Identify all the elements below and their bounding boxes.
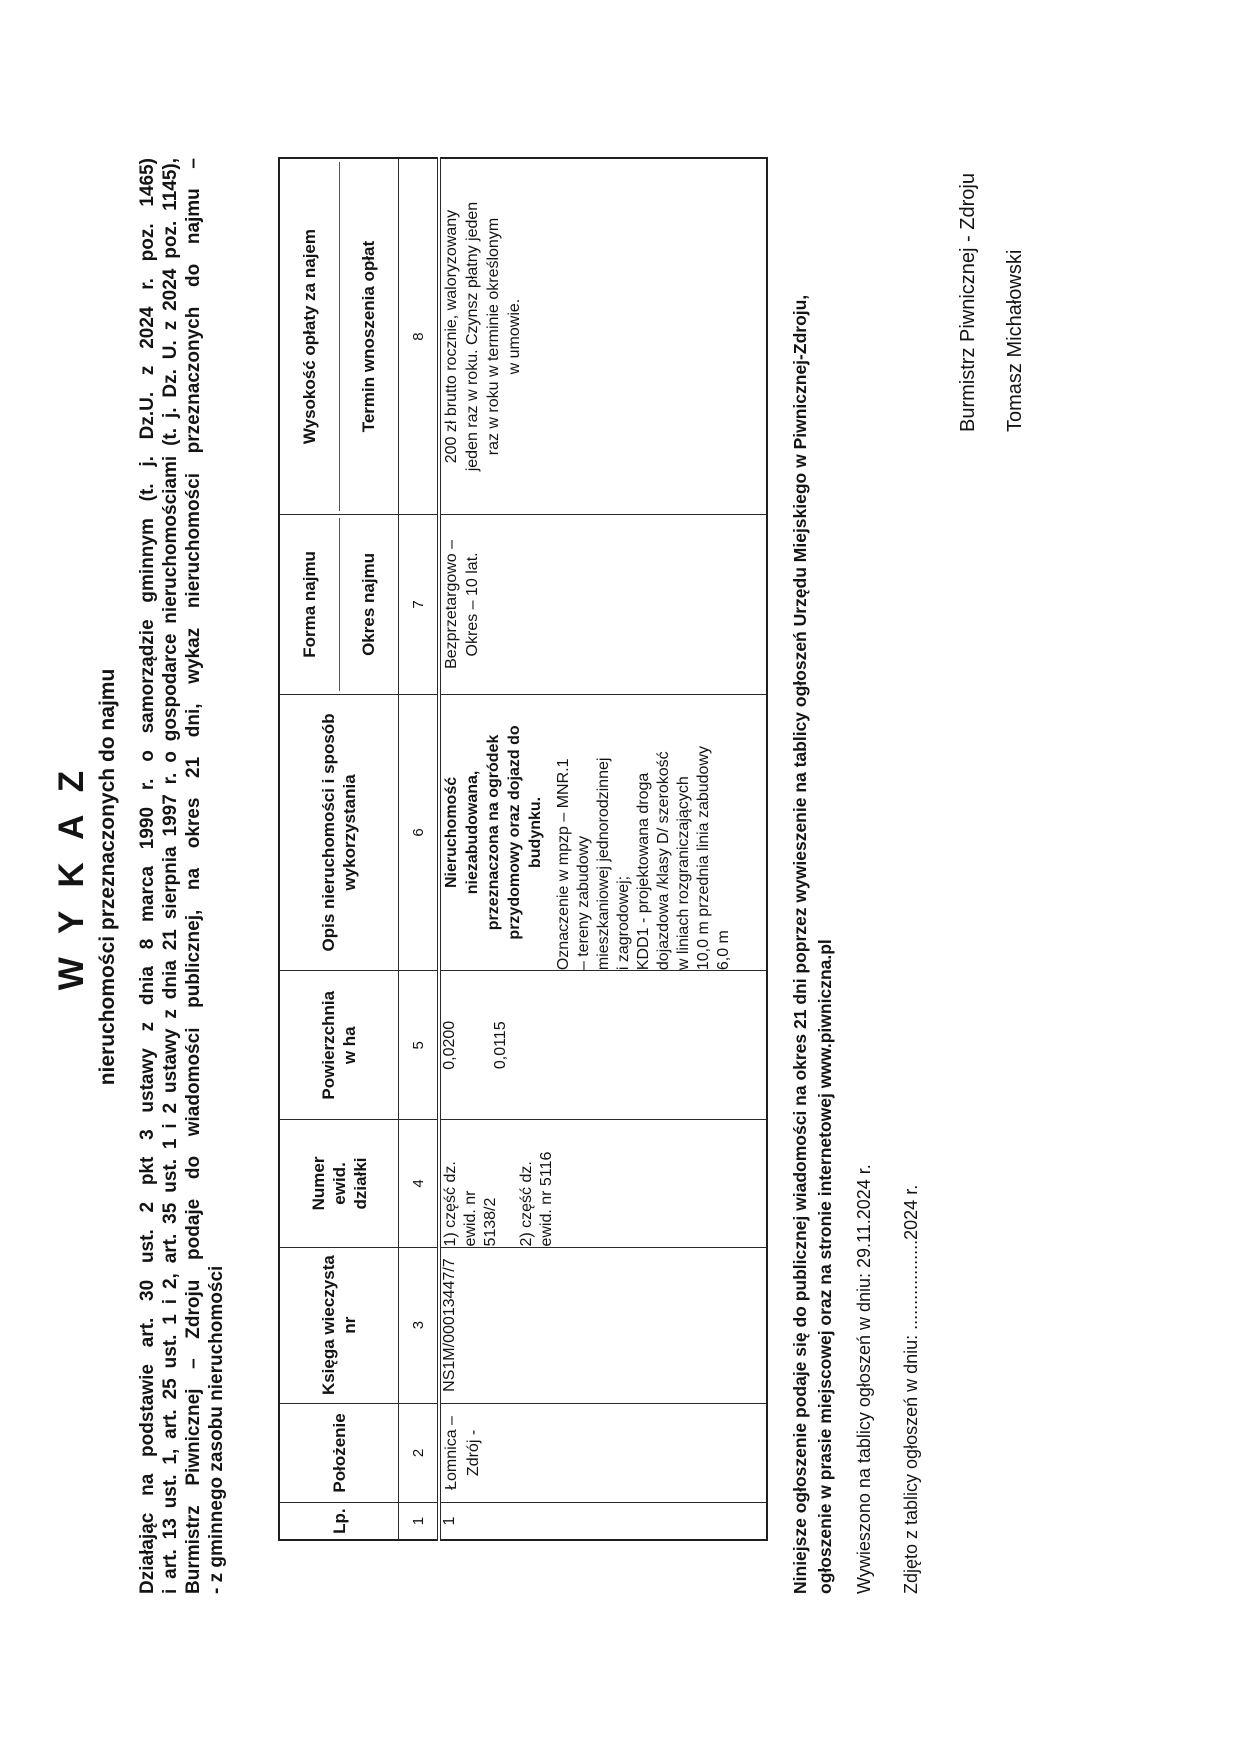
- location-line: Zdrój -: [465, 1429, 482, 1477]
- header-description: [279, 694, 399, 970]
- location-line: Łomnica –: [443, 1416, 460, 1490]
- description-line: 10,0 m przednia linia zabudowy: [695, 746, 712, 971]
- header-plot-line: działki: [350, 1157, 370, 1210]
- cell-description: [439, 694, 767, 970]
- plot-entry: [441, 1120, 501, 1246]
- plot-line: 5138/2: [482, 1197, 499, 1247]
- posted-date-line: Wywieszono na tablicy ogłoszeń w dniu: 29.11.2024 r.: [854, 1164, 874, 1594]
- header-fee: [279, 158, 399, 515]
- description-bold-block: [441, 695, 546, 970]
- column-number: 8: [399, 158, 440, 515]
- description-line: 6,0 m: [715, 930, 732, 971]
- header-lp: Lp.: [279, 1503, 399, 1540]
- plot-entry: [517, 1120, 557, 1246]
- header-form-split: [280, 515, 398, 694]
- header-form: [279, 515, 399, 695]
- page-title: W Y K A Z: [52, 763, 91, 991]
- description-plain-block: [554, 695, 734, 970]
- signature-block: [956, 173, 1028, 432]
- description-line: przydomowy oraz dojazd do: [506, 725, 523, 940]
- cell-plot: [439, 1120, 767, 1247]
- header-register-line: Księga wieczysta: [319, 1255, 338, 1396]
- description-line: dojazdowa /klasy D/ szerokość: [655, 751, 672, 971]
- description-line: i zagrodowej;: [615, 875, 632, 971]
- announcement-note-line: Niniejsze ogłoszenie podaje się do publicznej wiadomości na okres 21 dni poprzez wywieszenie na tablicy ogłoszeń Urzędu Miejskiego w Piwnicznej-Zdroju,: [790, 294, 810, 1594]
- column-number: 1: [399, 1503, 440, 1540]
- fee-line: w umowie.: [506, 298, 523, 375]
- description-line: mieszkaniowej jednorodzinnej: [595, 757, 612, 971]
- description-line: przeznaczona na ogródek: [485, 734, 502, 931]
- cell-location: [439, 1403, 767, 1503]
- column-number: 6: [399, 694, 440, 970]
- column-number: 5: [399, 971, 440, 1120]
- properties-table: [278, 157, 768, 1541]
- header-fee-split: [280, 159, 398, 514]
- column-numbers-row: [399, 158, 440, 1540]
- plot-line: 2) część dz.: [518, 1161, 535, 1247]
- header-plot-line: Numer: [308, 1156, 328, 1211]
- header-register-line: nr: [340, 1316, 359, 1334]
- form-line: Okres – 10 lat.: [464, 552, 481, 657]
- announcement-note-line: ogłoszenie w prasie miejscowej oraz na stronie internetowej www.piwniczna.pl: [815, 939, 835, 1594]
- header-plot: [279, 1120, 399, 1247]
- header-fee-bottom: Termin wnoszenia opłat: [359, 240, 379, 433]
- table-row: [439, 158, 767, 1540]
- plot-line: ewid. nr 5116: [538, 1151, 555, 1247]
- legal-basis-line: Burmistrz Piwnicznej – Zdroju podaje do wiadomości publicznej, na okres 21 dni, wykaz nieruchomości przeznaczonych do najmu –: [183, 158, 204, 1594]
- legal-basis-line: Działając na podstawie art. 30 ust. 2 pkt 3 ustawy z dnia 8 marca 1990 r. o samorządzie gminnym (t. j. Dz.U. z 2024 r. poz. 1465): [137, 158, 158, 1594]
- area-value: 0,0200: [441, 1020, 458, 1070]
- header-description-line: wykorzystania: [340, 774, 359, 891]
- legal-basis-line: i art. 13 ust. 1, art. 25 ust. 1 i 2, art. 35 ust. 1 i 2 ustawy z dnia 21 sierpnia 1997 r. o gospodarce nieruchomościami (t. j. Dz. U. z 2024 poz. 1145),: [160, 158, 181, 1594]
- header-fee-top: Wysokość opłaty za najem: [299, 229, 319, 445]
- header-location: Położenie: [279, 1403, 399, 1503]
- description-line: KDD1 - projektowana droga: [635, 772, 652, 971]
- legal-basis-paragraph: [136, 158, 228, 1594]
- removed-date-line: Zdjęto z tablicy ogłoszeń w dniu: ..................2024 r.: [901, 1184, 921, 1594]
- header-area: [279, 971, 399, 1120]
- description-line: budynku.: [527, 796, 544, 868]
- announcement-note: [788, 150, 838, 1594]
- header-description-line: Opis nieruchomości i sposób: [319, 713, 338, 952]
- cell-form: [439, 515, 767, 695]
- column-number: 4: [399, 1120, 440, 1247]
- header-form-bottom: Okres najmu: [359, 552, 379, 656]
- fee-line: 200 zł brutto rocznie, waloryzowany: [443, 209, 460, 464]
- column-number: 3: [399, 1247, 440, 1403]
- column-number: 7: [399, 515, 440, 695]
- header-area-line: Powierzchnia: [319, 990, 338, 1100]
- plot-line: 1) część dz.: [442, 1161, 459, 1247]
- plot-line: ewid. nr: [462, 1190, 479, 1247]
- description-line: w liniach rozgraniczających: [675, 776, 692, 971]
- table-header-row: [279, 158, 399, 1540]
- area-value: 0,0115: [492, 1021, 509, 1070]
- page-subtitle: nieruchomości przeznaczonych do najmu: [96, 668, 119, 1086]
- cell-register: NS1M/00013447/7: [439, 1247, 767, 1403]
- footer: [788, 150, 922, 1594]
- description-line: Oznaczenie w mpzp – MNR.1: [555, 758, 572, 971]
- fee-line: raz w roku w terminie określonym: [485, 217, 502, 456]
- signature-name: Tomasz Michałowski: [1004, 249, 1026, 432]
- cell-lp: 1: [439, 1503, 767, 1540]
- fee-line: jeden raz w roku. Czynsz płatny jeden: [464, 201, 481, 472]
- header-area-line: w ha: [340, 1026, 359, 1065]
- description-line: – tereny zabudowy: [575, 835, 592, 971]
- form-line: Bezprzetargowo –: [443, 539, 460, 669]
- column-number: 2: [399, 1403, 440, 1503]
- cell-area: [439, 971, 767, 1120]
- header-form-top: Forma najmu: [299, 551, 319, 658]
- header-plot-line: ewid.: [329, 1162, 349, 1205]
- header-register: [279, 1247, 399, 1403]
- cell-fee: [439, 158, 767, 515]
- description-line: niezabudowana,: [464, 770, 481, 895]
- description-line: Nieruchomość: [443, 776, 460, 889]
- signature-title: Burmistrz Piwnicznej - Zdroju: [957, 173, 979, 432]
- legal-basis-line: - z gminnego zasobu nieruchomości: [206, 1265, 227, 1594]
